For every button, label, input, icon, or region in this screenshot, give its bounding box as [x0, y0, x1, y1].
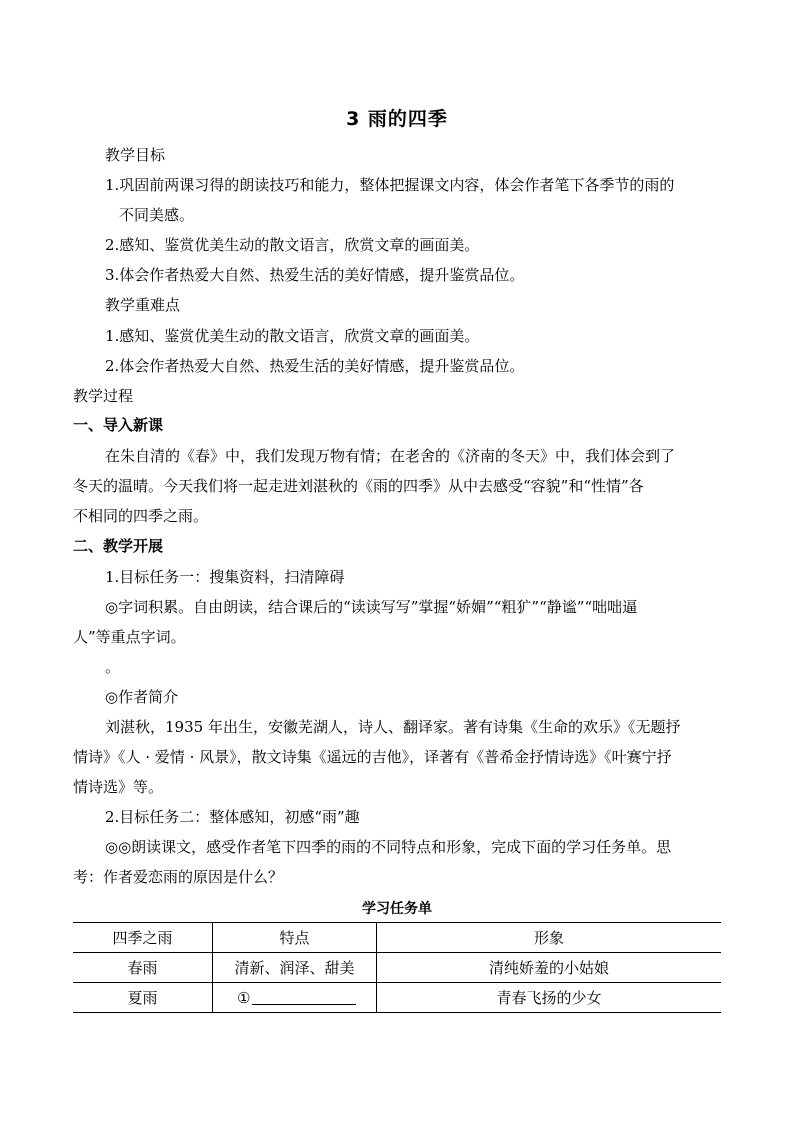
- table-header-cell: 特点: [213, 923, 377, 953]
- objective-line: 1.巩固前两课习得的朗读技巧和能力，整体把握课文内容，体会作者笔下各季节的雨的: [105, 176, 675, 194]
- author-line: 情诗选》等。: [73, 778, 164, 796]
- words-line: 人”等重点字词。: [73, 628, 186, 646]
- process-heading: 教学过程: [73, 387, 134, 405]
- task-table: [73, 922, 721, 1013]
- key-point-line: 1.感知、鉴赏优美生动的散文语言，欣赏文章的画面美。: [105, 327, 480, 345]
- table-row: [73, 983, 721, 1013]
- key-point-line: 2.体会作者热爱大自然、热爱生活的美好情感，提升鉴赏品位。: [105, 357, 525, 375]
- task-one-line: 1.目标任务一：搜集资料，扫清障碍: [105, 568, 345, 586]
- table-header-cell: 形象: [377, 923, 722, 953]
- reading-line: ◎◎朗读课文，感受作者笔下四季的雨的不同特点和形象，完成下面的学习任务单。思: [105, 838, 672, 856]
- table-cell: 夏雨: [73, 983, 213, 1013]
- objective-line: 2.感知、鉴赏优美生动的散文语言，欣赏文章的画面美。: [105, 236, 480, 254]
- author-heading: ◎作者简介: [105, 688, 179, 706]
- intro-line: 不相同的四季之雨。: [73, 507, 209, 525]
- author-line: 刘湛秋，1935 年出生，安徽芜湖人，诗人、翻译家。著有诗集《生命的欢乐》《无题抒: [105, 718, 681, 736]
- objectives-heading: 教学目标: [105, 146, 166, 164]
- task-two-line: 2.目标任务二：整体感知，初感“雨”趣: [105, 808, 360, 826]
- intro-line: 冬天的温晴。今天我们将一起走进刘湛秋的《雨的四季》从中去感受“容貌”和“性情”各: [73, 477, 644, 495]
- table-cell: 清纯娇羞的小姑娘: [377, 953, 722, 983]
- section-heading-development: 二、教学开展: [73, 537, 164, 555]
- table-row: [73, 953, 721, 983]
- author-line: 情诗》《人 · 爱情 · 风景》，散文诗集《遥远的吉他》，译著有《普希金抒情诗选》《叶赛宁抒: [73, 748, 672, 766]
- objective-line: 3.体会作者热爱大自然、热爱生活的美好情感，提升鉴赏品位。: [105, 266, 525, 284]
- blank-marker: ①: [237, 988, 251, 1007]
- words-line: ◎字词积累。自由朗读，结合课后的“读读写写”掌握“娇媚”“粗犷”“静谧”“咄咄逼: [105, 598, 638, 616]
- table-cell: 春雨: [73, 953, 213, 983]
- table-cell-blank: [213, 983, 377, 1013]
- stray-dot: 。: [105, 658, 121, 676]
- objective-line: 不同美感。: [119, 206, 195, 224]
- table-cell: 清新、润泽、甜美: [213, 953, 377, 983]
- page-title: 3 雨的四季: [346, 108, 448, 130]
- table-header-row: [73, 923, 721, 953]
- table-header-cell: 四季之雨: [73, 923, 213, 953]
- table-caption: 学习任务单: [362, 901, 432, 917]
- table-cell: 青春飞扬的少女: [377, 983, 722, 1013]
- key-points-heading: 教学重难点: [105, 296, 181, 314]
- reading-line: 考：作者爱恋雨的原因是什么？: [73, 868, 284, 886]
- section-heading-intro: 一、导入新课: [73, 416, 164, 434]
- intro-line: 在朱自清的《春》中，我们发现万物有情；在老舍的《济南的冬天》中，我们体会到了: [105, 447, 676, 465]
- fill-in-blank: [252, 990, 356, 1005]
